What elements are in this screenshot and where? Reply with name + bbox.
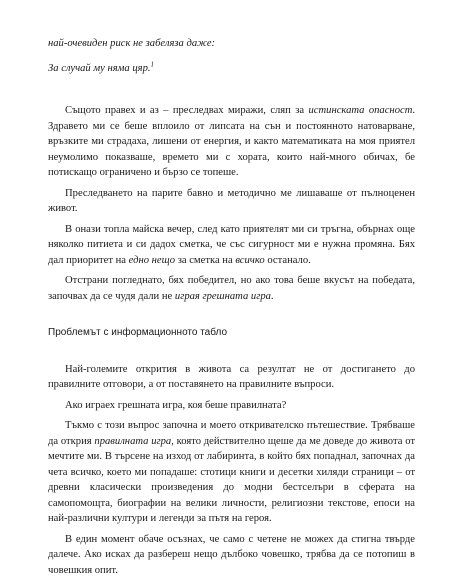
paragraph: В един момент обаче осъзнах, че само с четене не можех да стигна твърде далече. Ако исках да разбереш нещо дълбоко човешко, трябва да се потопиш в човешкия опит. [48, 533, 415, 576]
emphasis: правилната игра [94, 435, 172, 447]
paragraph: В онази топла майска вечер, след като приятелят ми си тръгна, обърнах още няколко питиета и си дадох сметка, че със сигурност ми е нужна промяна. Бях дал приоритет на едно нещо за сметка на всичко останало. [48, 223, 415, 266]
epigraph-line [48, 61, 428, 77]
paragraph: Отстрани погледнато, бях победител, но ако това беше вкусът на победата, започвах да се чудя дали не играя грешната игра. [48, 275, 415, 302]
body-text [48, 103, 415, 583]
paragraph: Най-големите открития в живота са резултат не от достигането до правилните отговори, а от поставянето на правилните въпроси. [48, 363, 415, 390]
epigraph [48, 36, 428, 85]
emphasis: истинската опасност [308, 105, 413, 116]
paragraph: Преследването на парите бавно и методично ме лишаваше от пълноценен живот. [48, 187, 415, 214]
paragraph: Същото правех и аз – преследвах миражи, сляп за истинската опасност. Здравето ми се беше вплоило от липсата на сън и постоянното натоварване, връзките ми страдаха, лишени от енергия, и както математиката на моя приятел неумолимо показваше, времето ми с хората, които най-много обичах, бе потискащо ограничено и бързо се топеше. [48, 105, 415, 178]
emphasis: играя грешната игра [174, 290, 271, 302]
epigraph-text: За случай му няма цяр. [48, 62, 151, 74]
section-heading: Проблемът с информационното табло [48, 327, 228, 338]
epigraph-line [48, 36, 428, 52]
footnote-mark: 1 [150, 59, 155, 68]
emphasis: всичко [235, 254, 265, 266]
epigraph-text: най-очевиден риск не забеляза даже: [48, 38, 216, 49]
paragraph: Ако играех грешната игра, коя беше правилната? [65, 399, 287, 411]
paragraph: Тъкмо с този въпрос започна и моето откривателско пътешествие. Трябваше да открия правилната игра, която действително щеше да ме доведе до живота от мечтите ми. В търсене на изход от лабиринта, в който бях попаднал, започнах да чета всичко, което ми попадаше: стотици книги и десетки хиляди страници – от древни класически произведения до модни бестселъри в сферата на самопомощта, биографии на велики личности, религиозни текстове, епоси на най-различни култури и легенди за пътя на героя. [48, 420, 415, 524]
emphasis: едно нещо [128, 254, 176, 266]
